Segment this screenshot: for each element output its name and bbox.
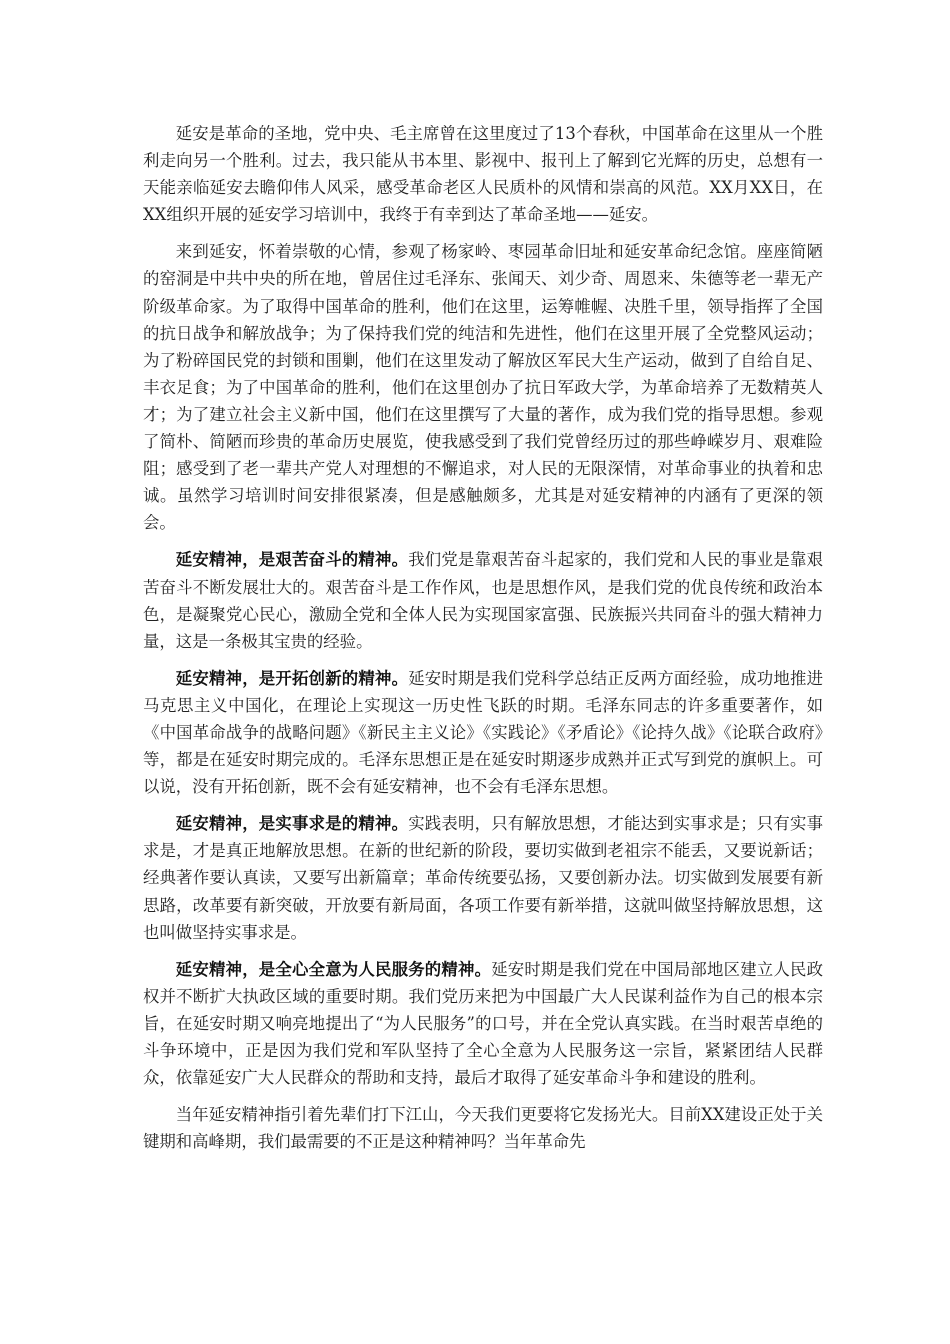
- paragraph-service: [143, 956, 823, 1091]
- paragraph-text: 延安是革命的圣地，党中央、毛主席曾在这里度过了13个春秋，中国革命在这里从一个胜利走向另一个胜利。过去，我只能从书本里、影视中、报刊上了解到它光辉的历史，总想有一天能亲临延安去瞻仰伟人风采，感受革命老区人民质朴的风情和崇高的风范。XX月XX日，在XX组织开展的延安学习培训中，我终于有幸到达了革命圣地——延安。: [143, 124, 823, 225]
- paragraph-hard-work: [143, 546, 823, 654]
- paragraph-lead: 延安精神，是开拓创新的精神。: [175, 668, 409, 688]
- paragraph-text: 延安时期是我们党科学总结正反两方面经验，成功地推进马克思主义中国化，在理论上实现这一历史性飞跃的时期。毛泽东同志的许多重要著作，如《中国革命战争的战略问题》《新民主主义论》《实践论》《矛盾论》《论持久战》《论联合政府》等，都是在延安时期完成的。毛泽东思想正是在延安时期逐步成熟并正式写到党的旗帜上。可以说，没有开拓创新，既不会有延安精神，也不会有毛泽东思想。: [143, 668, 824, 797]
- paragraph-lead: 延安精神，是全心全意为人民服务的精神。: [175, 959, 492, 979]
- paragraph-intro: [143, 120, 823, 228]
- paragraph-text: 实践表明，只有解放思想，才能达到实事求是；只有实事求是，才是真正地解放思想。在新的世纪新的阶段，要切实做到老祖宗不能丢，又要说新话；经典著作要认真读，又要写出新篇章；革命传统要弘扬，又要创新办法。切实做到发展要有新思路，改革要有新突破，开放要有新局面，各项工作要有新举措，这就叫做坚持解放思想，这也叫做坚持实事求是。: [143, 814, 824, 942]
- paragraph-visit: [143, 238, 823, 536]
- paragraph-lead: 延安精神，是实事求是的精神。: [175, 814, 409, 834]
- paragraph-closing: [143, 1101, 823, 1155]
- paragraph-innovation: [143, 665, 823, 800]
- paragraph-text: 延安时期是我们党在中国局部地区建立人民政权并不断扩大执政区域的重要时期。我们党历来把为中国最广大人民谋利益作为自己的根本宗旨，在延安时期又响亮地提出了“为人民服务”的口号，并在全党认真实践。在当时艰苦卓绝的斗争环境中，正是因为我们党和军队坚持了全心全意为人民服务这一宗旨，紧紧团结人民群众，依靠延安广大人民群众的帮助和支持，最后才取得了延安革命斗争和建设的胜利。: [143, 959, 823, 1088]
- paragraph-text: 当年延安精神指引着先辈们打下江山，今天我们更要将它发扬光大。目前XX建设正处于关键期和高峰期，我们最需要的不正是这种精神吗？当年革命先: [143, 1105, 823, 1152]
- paragraph-text: 来到延安，怀着崇敬的心情，参观了杨家岭、枣园革命旧址和延安革命纪念馆。座座简陋的窑洞是中共中央的所在地，曾居住过毛泽东、张闻天、刘少奇、周恩来、朱德等老一辈无产阶级革命家。为了取得中国革命的胜利，他们在这里，运筹帷幄、决胜千里，领导指挥了全国的抗日战争和解放战争；为了保持我们党的纯洁和先进性，他们在这里开展了全党整风运动；为了粉碎国民党的封锁和围剿，他们在这里发动了解放区军民大生产运动，做到了自给自足、丰衣足食；为了中国革命的胜利，他们在这里创办了抗日军政大学，为革命培养了无数精英人才；为了建立社会主义新中国，他们在这里撰写了大量的著作，成为我们党的指导思想。参观了简朴、简陋而珍贵的革命历史展览，使我感受到了我们党曾经历过的那些峥嵘岁月、艰难险阻；感受到了老一辈共产党人对理想的不懈追求，对人民的无限深情，对革命事业的执着和忠诚。虽然学习培训时间安排很紧凑，但是感触颇多，尤其是对延安精神的内涵有了更深的领会。: [143, 242, 823, 533]
- paragraph-truth: [143, 810, 823, 945]
- paragraph-text: 我们党是靠艰苦奋斗起家的，我们党和人民的事业是靠艰苦奋斗不断发展壮大的。艰苦奋斗是工作作风，也是思想作风，是我们党的优良传统和政治本色，是凝聚党心民心，激励全党和全体人民为实现国家富强、民族振兴共同奋斗的强大精神力量，这是一条极其宝贵的经验。: [143, 550, 824, 651]
- document-body: [143, 120, 823, 1165]
- paragraph-lead: 延安精神，是艰苦奋斗的精神。: [175, 550, 409, 570]
